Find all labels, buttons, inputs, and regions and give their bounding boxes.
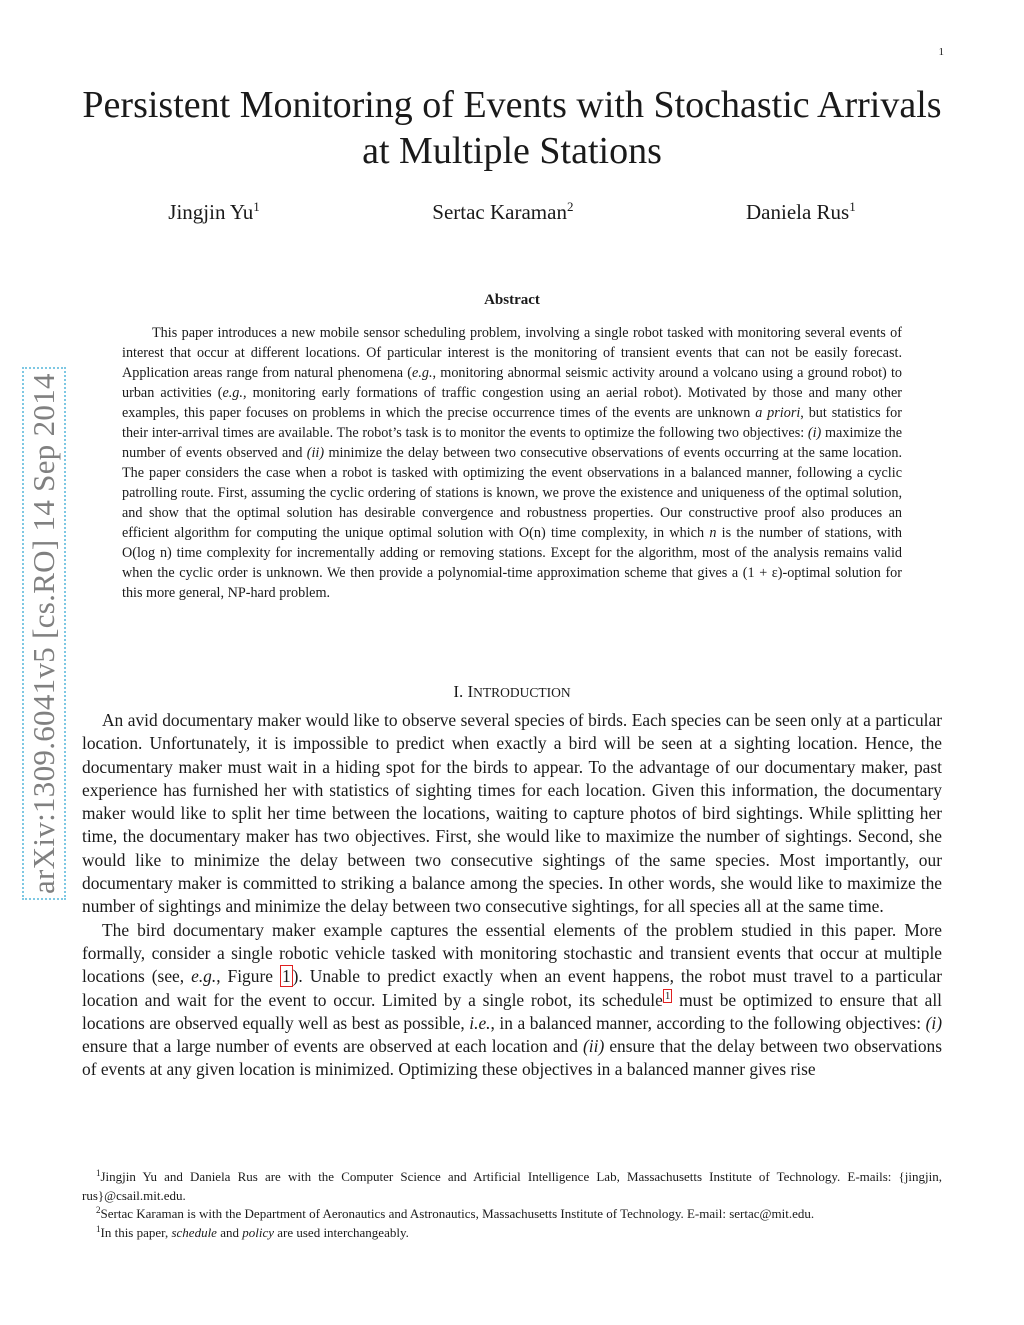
arxiv-identifier-stamp[interactable] <box>22 367 66 900</box>
paper-title: Persistent Monitoring of Events with Stochastic Arrivals at Multiple Stations <box>82 84 942 172</box>
paragraph: The bird documentary maker example captures the essential elements of the problem studied in this paper. More formally, consider a single robotic vehicle tasked with monitoring stochastic and transient events that occur at multiple locations (see, e.g., Figure 1 ). Unable to predict exactly when an event happens, the robot must travel to a particular location and wait for the event to occur. Limited by a single robot, its schedule $^1$ must be optimized to ensure that all locations are observed equally well as best as possible, i.e., in a balanced manner, according to the following objectives: (i) ensure that a large number of events are observed at each location and (ii) ensure that the delay between two observations of events at any given location is minimized. Optimizing these objectives in a balanced manner gives rise <box>82 919 943 1080</box>
footnote: $^1$Jingjin Yu and Daniela Rus are with the Computer Science and Artificial Intelligence Lab, Massachusetts Institute of Technology. E-mails: {jingjin, rus}@csail.mit.edu. <box>82 1168 942 1203</box>
section-heading-introduction: I. INTRODUCTION <box>453 682 571 701</box>
author-affiliation-mark: 1 <box>253 199 260 214</box>
author: Jingjin Yu$^1$ <box>168 199 260 224</box>
abstract-text: This paper introduces a new mobile sensor scheduling problem, involving a single robot tasked with monitoring several events of interest that occur at different locations. Of particular interest is the monitoring of transient events that can not be easily forecast. Application areas range from natural phenomena (e.g., monitoring abnormal seismic activity around a volcano using a ground robot) to urban activities (e.g., monitoring early formations of traffic congestion using an aerial robot). Motivated by those and many other examples, this paper focuses on problems in which the precise occurrence times of the events are unknown a priori, but statistics for their inter-arrival times are available. The robot’s task is to monitor the events to optimize the following two objectives: (i) maximize the number of events observed and (ii) minimize the delay between two consecutive observations of events occurring at the same location. The paper considers the case when a robot is tasked with optimizing the event observations in a balanced manner, following a cyclic patrolling route. First, assuming the cyclic ordering of stations is known, we prove the existence and uniqueness of the optimal solution, and show that the optimal solution has desirable convergence and robustness properties. Our constructive proof also produces an efficient algorithm for computing the unique optimal solution with O(n) time complexity, in which n is the number of stations, with O(log n) time complexity for incrementally adding or removing stations. Except for the algorithm, most of the analysis remains valid when the cyclic order is unknown. We then provide a polynomial-time approximation scheme that gives a (1 + ε)-optimal solution for this more general, NP-hard problem. <box>122 325 903 601</box>
page-number: 1 <box>938 46 944 58</box>
arxiv-stamp-text: arXiv:1309.6041v5 [cs.RO] 14 Sep 2014 <box>22 367 66 900</box>
author-affiliation-mark: 1 <box>849 199 856 214</box>
author-list <box>82 200 942 225</box>
author-affiliation-mark: 2 <box>566 199 574 214</box>
footnotes <box>82 1168 942 1242</box>
paragraph: An avid documentary maker would like to observe several species of birds. Each species can be seen only at a particular location. Unfortunately, it is impossible to predict when exactly a bird will be seen at a sighting location. Hence, the documentary maker must wait in a hiding spot for the birds to appear. To the advantage of our documentary maker, past experience has furnished her with statistics of sighting times for each location. Given this information, the documentary maker would like to split her time between the locations, waiting to capture photos of bird sightings. While splitting her time, the documentary maker has two objectives. First, she would like to maximize the number of sightings. Second, she would like to minimize the delay between two consecutive sightings of the same species. Most importantly, our documentary maker is committed to striking a balance among the species. In other words, she would like to maximize the number of sightings and minimize the delay between two consecutive sightings, for all species all at the same time. <box>82 710 942 917</box>
abstract-heading: Abstract <box>484 292 540 308</box>
footnote-reference-link[interactable]: 1 <box>664 989 671 1002</box>
author: Sertac Karaman$^2$ <box>432 199 574 224</box>
figure-reference-link[interactable]: 1 <box>281 966 291 987</box>
footnote: $^2$Sertac Karaman is with the Department of Aeronautics and Astronautics, Massachusetts Institute of Technology. E-mail: sertac@mit.edu. <box>96 1205 815 1221</box>
footnote: $^1$In this paper, schedule and policy are used interchangeably. <box>96 1223 409 1240</box>
author: Daniela Rus$^1$ <box>746 199 856 224</box>
introduction-body <box>82 709 942 1082</box>
